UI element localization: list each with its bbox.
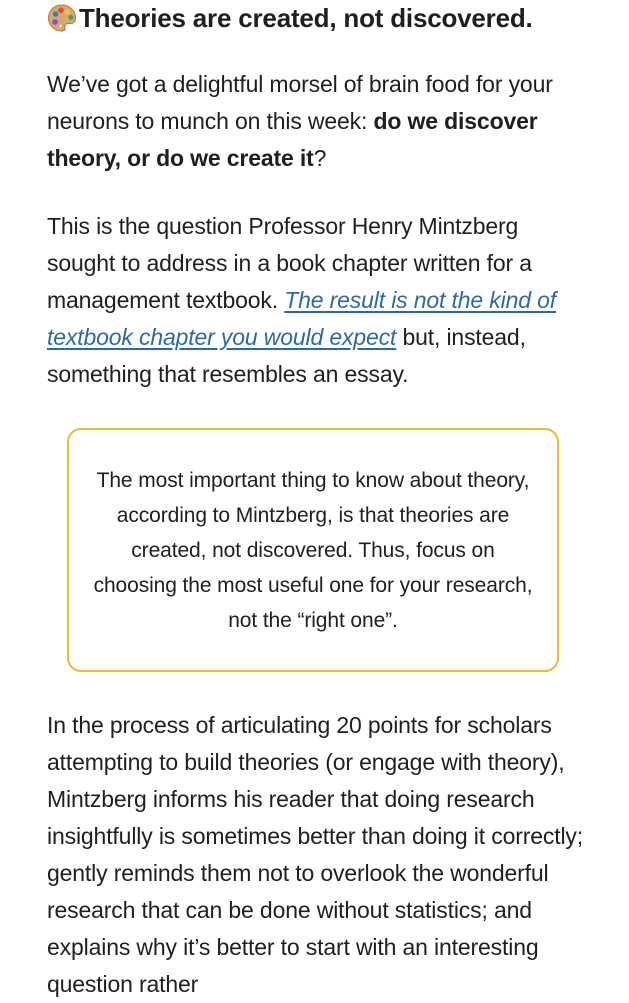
article-title-text: Theories are created, not discovered. — [79, 3, 533, 33]
textbook-chapter-link[interactable]: The result is not the kind of textbook chapter you would expect — [47, 287, 557, 350]
callout-box — [67, 428, 559, 672]
callout-text: The most important thing to know about theory, according to Mintzberg, is that theories are created, not discovered. Thus, focus on choosing the most useful one for your research, not the “right one”. — [93, 468, 533, 632]
intro-paragraph — [47, 66, 592, 177]
process-paragraph: In the process of articulating 20 points for scholars attempting to build theories (or engage with theory), Mintzberg informs his reader that doing research insightfully is sometimes better than doing it correctly; gently reminds them not to overlook the wonderful research that can be done without statistics; and explains why it’s better to start with an interesting question rather — [47, 712, 584, 997]
mintzberg-paragraph-lead: This is the question Professor Henry Mintzberg sought to address in a book chapter written for a management textbook. — [47, 213, 532, 313]
article-title — [47, 1, 533, 35]
intro-paragraph-lead: We’ve got a delightful morsel of brain food for your neurons to munch on this week: — [47, 71, 553, 134]
intro-paragraph-trail: ? — [313, 145, 327, 171]
mintzberg-paragraph — [47, 208, 592, 393]
artist-palette-icon — [47, 3, 77, 33]
intro-paragraph-bold: do we discover theory, or do we create it — [47, 108, 538, 171]
mintzberg-paragraph-trail: but, instead, something that resembles an essay. — [47, 324, 526, 387]
